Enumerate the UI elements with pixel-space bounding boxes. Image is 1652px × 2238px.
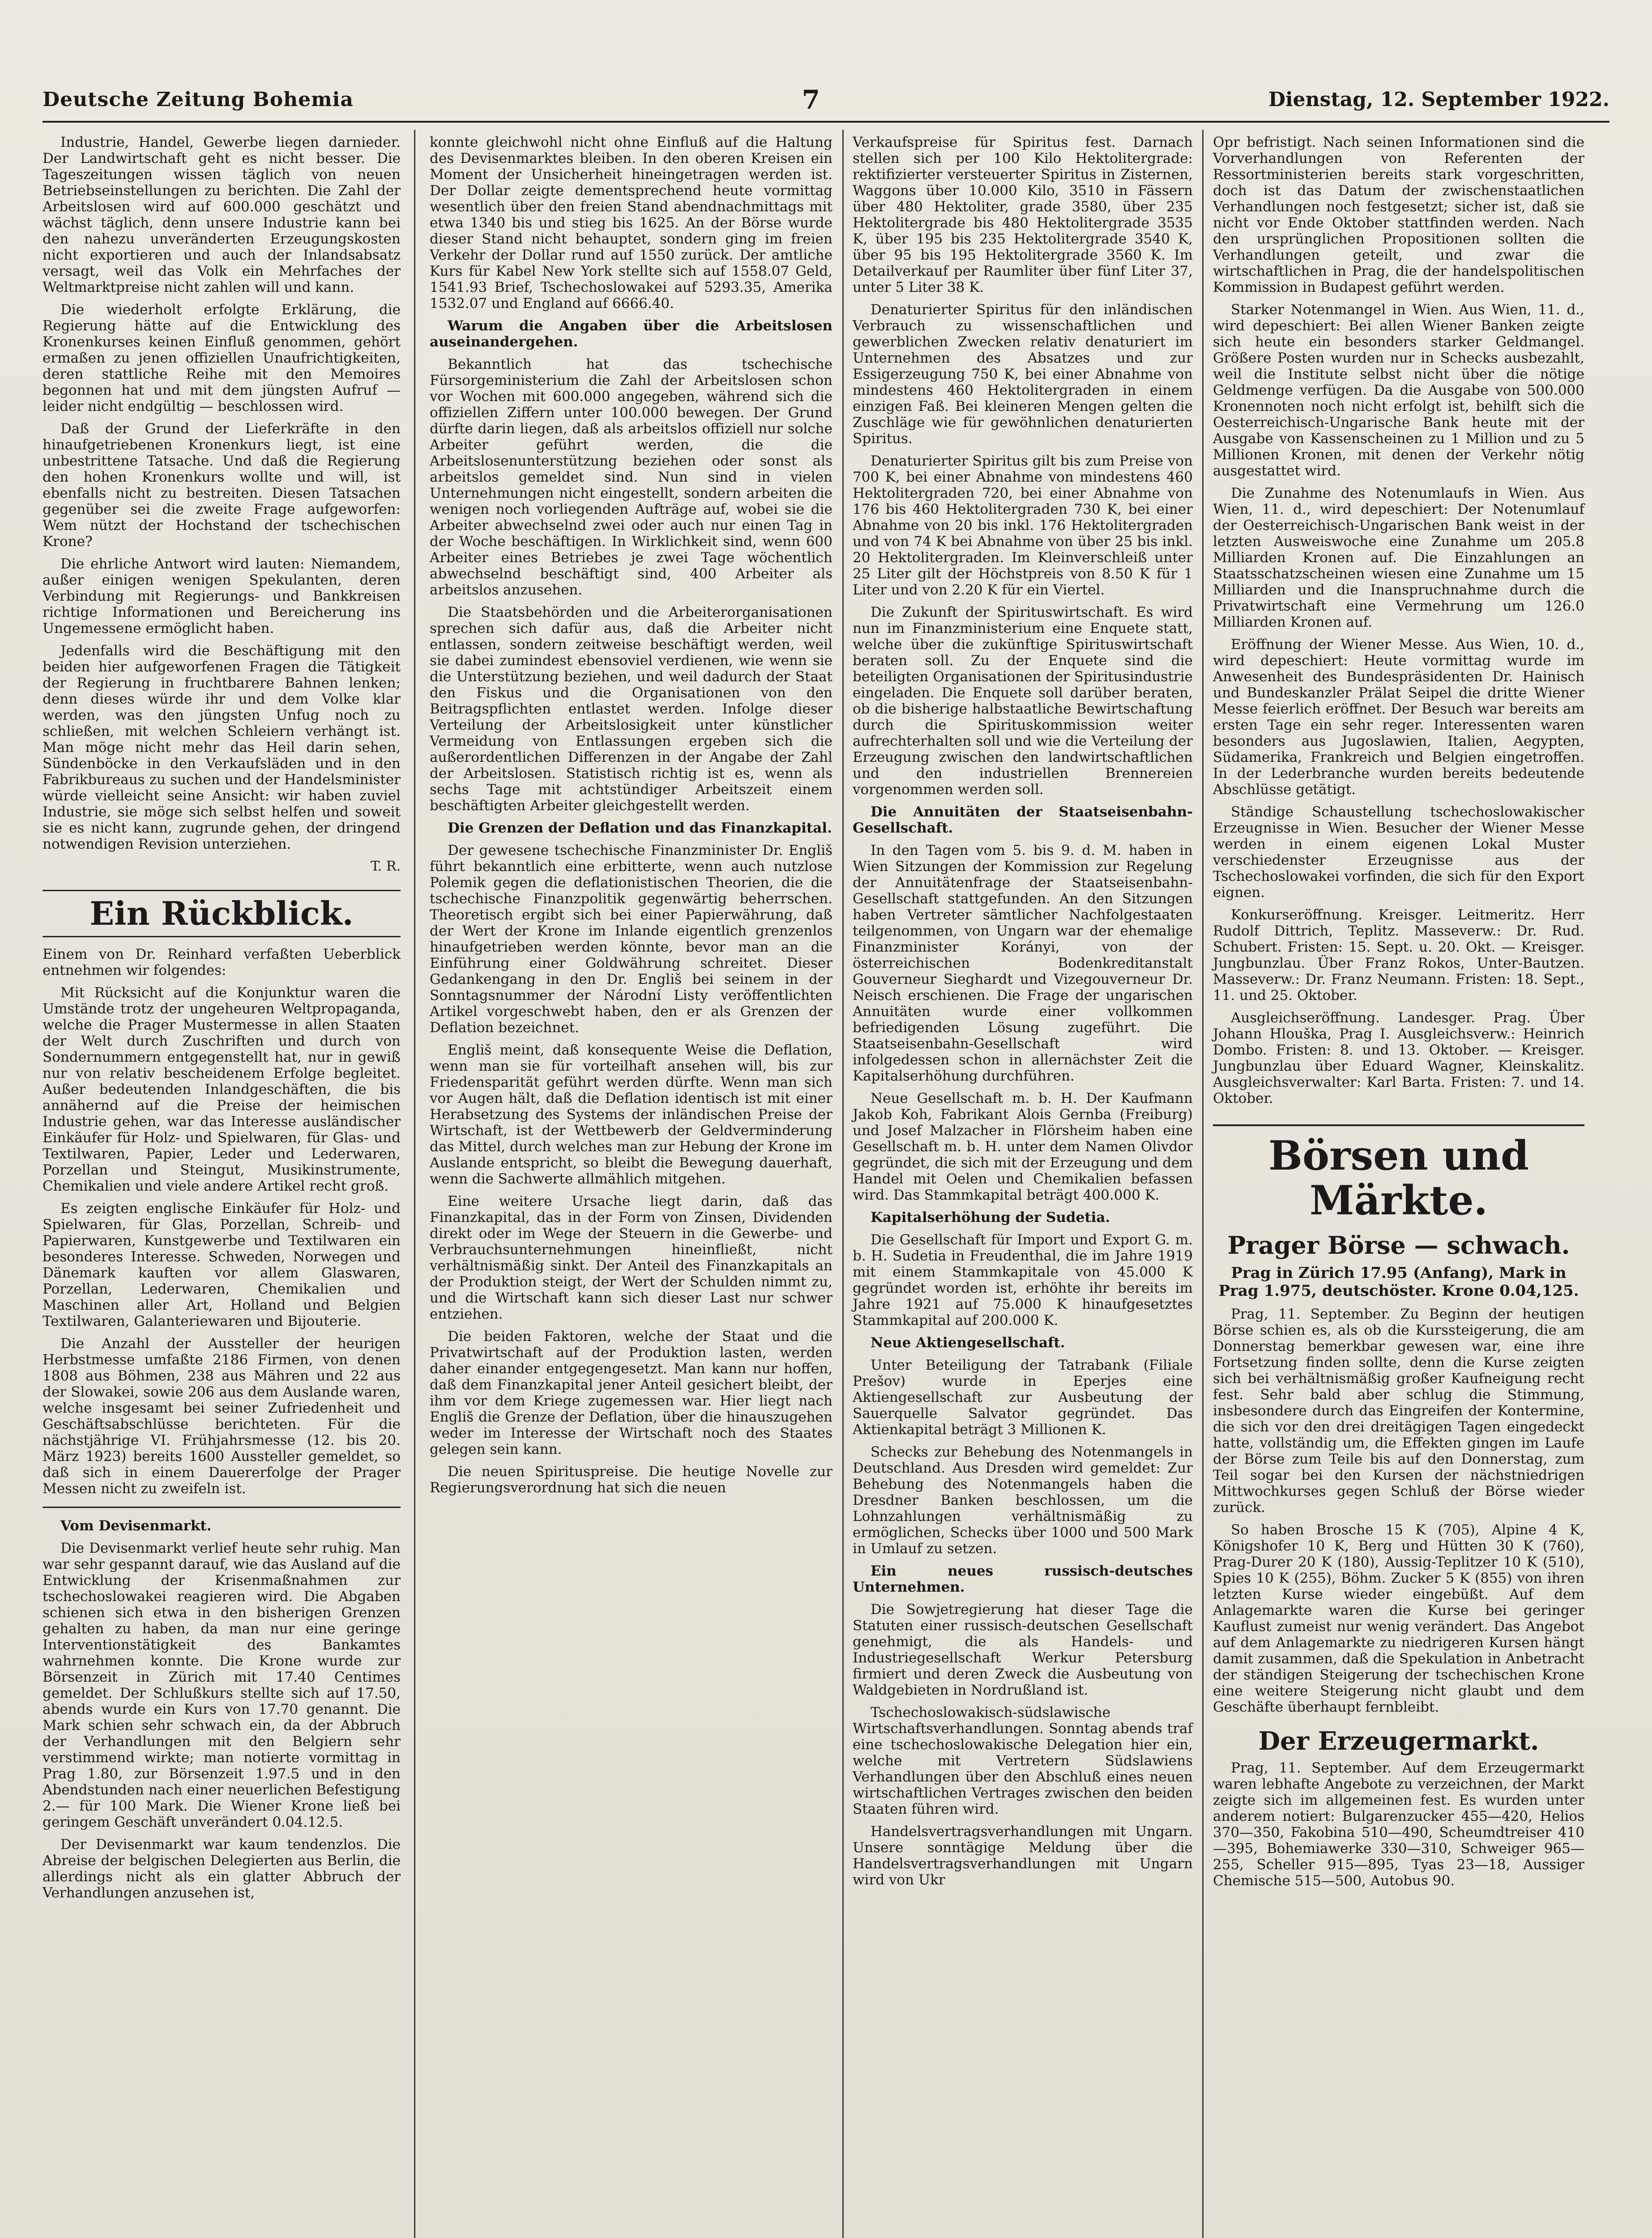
article-paragraph: Die ehrliche Antwort wird lauten: Niemandem, außer einigen wenigen Spekulanten, deren Verbindung mit Regierungs- und Bankkreisen richtige Informationen und Bereicherung ins Ungemessene ermöglicht haben. bbox=[43, 556, 401, 636]
article-paragraph: Die Staatsbehörden und die Arbeiterorganisationen sprechen sich dafür aus, daß die Arbeiter nicht entlassen, sondern zeitweise beschäftigt werden, weil sie dabei zumindest ebensoviel verdienen, wie wenn sie die Unterstützung beziehen, und weil dadurch der Staat den Fiskus und die Organisationen von den Beitragspflichten entlastet werden. Infolge dieser Verteilung der Arbeitslosigkeit unter künstlicher Vermeidung von Entlassungen ergeben sich die außerordentlichen Differenzen in der Angabe der Zahl der Arbeitslosen. Statistisch richtig ist es, wenn als sechs Tage mit achtstündiger Arbeitszeit einem beschäftigten Arbeiter gleichgestellt werden. bbox=[430, 604, 832, 814]
article-paragraph: Mit Rücksicht auf die Konjunktur waren die Umstände trotz der ungeheuren Weltpropaganda, welche die Prager Mustermesse in allen Staaten der Welt durch Zuschriften und durch von Sondernummern entgegenstellt hat, nur in gewiß nur von relativ bescheidenem Erfolge begleitet. Außer bedeutenden Inlandgeschäften, die bis annähernd auf die Preise der heimischen Industrie gehen, war das Interesse ausländischer Einkäufer für Holz- und Spielwaren, für Glas- und Textilwaren, Papier, Leder und Lederwaren, Porzellan und Steingut, Musikinstrumente, Chemikalien und viele andere Artikel recht groß. bbox=[43, 985, 401, 1194]
column-divider bbox=[1202, 130, 1204, 2238]
article-paragraph: konnte gleichwohl nicht ohne Einfluß auf die Haltung des Devisenmarktes bleiben. In den oberen Kreisen ein Moment der Unsicherheit hineingetragen werden ist. Der Dollar zeigte dementsprechend heute vormittag wesentlich über den freien Stand abendnachmittags mit etwa 1340 bis und stieg bis 1625. An der Börse wurde dieser Stand nicht behauptet, sondern ging im freien Verkehr der Dollar rund auf 1550 zurück. Der amtliche Kurs für Kabel New York stellte sich auf 1558.07 Geld, 1541.93 Brief, Tschechoslowakei auf 5293.35, Amerika 1532.07 und England auf 6666.40. bbox=[430, 134, 832, 312]
section-heading-boersen: Börsen und Märkte. bbox=[1213, 1124, 1584, 1223]
prager-boerse-heading: Prager Börse — schwach. bbox=[1227, 1231, 1570, 1260]
article-paragraph: Prag, 11. September. Auf dem Erzeugermarkt waren lebhafte Angebote zu verzeichnen, der Markt zeigte sich im allgemeinen fest. Es wurden unter anderem notiert: Bulgarenzucker 455—420, Helios 370—350, Fakobina 510—490, Scheumdtreiser 410—395, Bohemiawerke 330—310, Schweiger 965—255, Scheller 915—895, Tyas 23—18, Aussiger Chemische 515—500, Autobus 90. bbox=[1213, 1760, 1584, 1889]
article-paragraph: Die neuen Spirituspreise. Die heutige Novelle zur Regierungsverordnung hat sich die neuen bbox=[430, 1464, 832, 1496]
article-paragraph: Die Zukunft der Spirituswirtschaft. Es wird nun im Finanzministerium eine Enquete statt, welche über die zukünftige Spirituswirtschaft beraten soll. Zu der Enquete sind die beteiligten Organisationen der Spiritusindustrie eingeladen. Die Enquete soll darüber beraten, ob die bisherige halbstaatliche Bewirtschaftung durch die Spirituskommission weiter aufrechterhalten soll und wie die Verteilung der Erzeugung zwischen den landwirtschaftlichen und den industriellen Brennereien vorgenommen werden soll. bbox=[853, 604, 1193, 798]
article-heading bbox=[853, 1563, 1193, 1595]
article-paragraph: So haben Brosche 15 K (705), Alpine 4 K, Königshofer 10 K, Berg und Hütten 30 K (760), Prag-Durer 20 K (180), Aussig-Teplitzer 10 K (510), Spies 10 K (255), Böhm. Zucker 5 K (855) von ihren letzten Kurse wieder eingebüßt. Auf dem Anlagemarkte waren die Kurse bei geringer Kauflust zumeist nur wenig verändert. Das Angebot auf dem Anlagemarkte zu niedrigeren Kursen hängt damit zusammen, daß die Spekulation in Anbetracht der ständigen Steigerung der tschechischen Krone eine weitere Steigerung nicht glaubt und dem Geschäfte überhaupt fernbleibt. bbox=[1213, 1522, 1584, 1715]
exchange-rates-line: Prag in Zürich 17.95 (Anfang), Mark in Prag 1.975, deutschöster. Krone 0.04,125. bbox=[1218, 1264, 1579, 1300]
erzeugermarkt-heading: Der Erzeugermarkt. bbox=[1258, 1726, 1539, 1756]
article-paragraph: Die Gesellschaft für Import und Export G. m. b. H. Sudetia in Freudenthal, die im Jahre 1919 mit einem Stammkapitale von 45.000 K gegründet worden ist, erhöhte ihr bereits im Jahre 1921 auf 75.000 K hinaufgesetztes Stammkapital auf 200.000 K. bbox=[853, 1232, 1193, 1328]
article-heading bbox=[430, 318, 832, 350]
article-paragraph: Die Anzahl der Aussteller der heurigen Herbstmesse umfaßte 2186 Firmen, von denen 1808 aus Böhmen, 238 aus Mähren und 22 aus der Slowakei, sowie 206 aus dem Auslande waren, welche insgesamt bei seiner Zufriedenheit und Geschäftsabschlüsse berichteten. Für die nächstjährige VI. Frühjahrsmesse (12. bis 20. März 1923) bereits 1600 Aussteller gemeldet, so daß sich in einem Dauererfolge der Prager Messen nicht zu zweifeln ist. bbox=[43, 1336, 401, 1497]
article-paragraph: Konkurseröffnung. Kreisger. Leitmeritz. Herr Rudolf Dittrich, Teplitz. Masseverw.: Dr. Rud. Schubert. Fristen: 15. Sept. u. 20. Okt. — Kreisger. Jungbunzlau. Über Franz Rokos, Unter-Bautzen. Masseverw.: Dr. Franz Neumann. Fristen: 18. Sept., 11. und 25. Oktober. bbox=[1213, 907, 1584, 1004]
article-paragraph: Die beiden Faktoren, welche der Staat und die Privatwirtschaft auf der Produktion lasten, werden daher einander entgegengesetzt. Man kann nur hoffen, daß dem Finanzkapital jener Anteil gesichert bleibt, der ihm vor dem Kriege zugemessen war. Hier liegt nach Engliš die Grenze der Deflation, über die hinauszugehen weder im Interesse der Wirtschaft noch des Staates gelegen sein kann. bbox=[430, 1328, 832, 1457]
article-heading bbox=[43, 1518, 401, 1534]
article-paragraph: Handelsvertragsverhandlungen mit Ungarn. Unsere sonntägige Meldung über die Handelsvertragsverhandlungen mit Ungarn wird von Ukr bbox=[853, 1824, 1193, 1888]
article-paragraph: In den Tagen vom 5. bis 9. d. M. haben in Wien Sitzungen der Kommission zur Regelung der Annuitätenfrage der Staatseisenbahn-Gesellschaft stattgefunden. An den Sitzungen haben Vertreter sämtlicher Nachfolgestaaten teilgenommen, von Ungarn war der ehemalige Finanzminister Korányi, von der österreichischen Bodenkreditanstalt Gouverneur Sieghardt und Vizegouverneur Dr. Neisch erschienen. Die Frage der ungarischen Annuitäten wurde einer vollkommen befriedigenden Lösung zugeführt. Die Staatseisenbahn-Gesellschaft wird infolgedessen schon in allernächster Zeit die Kapitalserhöhung durchführen. bbox=[853, 842, 1193, 1084]
article-paragraph: Tschechoslowakisch-südslawische Wirtschaftsverhandlungen. Sonntag abends traf eine tschechoslowakische Delegation hier ein, welche mit Vertretern Südslawiens Verhandlungen über den Abschluß eines neuen wirtschaftlichen Vertrages zwischen den beiden Staaten führen wird. bbox=[853, 1704, 1193, 1817]
article-paragraph: Die Sowjetregierung hat dieser Tage die Statuten einer russisch-deutschen Gesellschaft genehmigt, die als Handels- und Industriegesellschaft Werkur Petersburg firmiert und deren Zweck die Ausbeutung von Waldgebieten in Nordrußland ist. bbox=[853, 1602, 1193, 1698]
article-heading-text: Vom Devisenmarkt. bbox=[60, 1518, 212, 1534]
article-heading-text: Warum die Angaben über die Arbeitslosen auseinandergehen. bbox=[430, 318, 832, 350]
article-heading bbox=[430, 820, 832, 836]
article-paragraph: Eine weitere Ursache liegt darin, daß das Finanzkapital, das in der Form von Zinsen, Dividenden direkt oder im Wege der Steuern in die Gewerbe- und Verbrauchsunternehmungen hineinfließt, nicht verhältnismäßig sinkt. Der Anteil des Finanzkapitals an der Produktion steigt, der Wert der Schulden nimmt zu, und die Wirtschaft kann sich dieser Last nur schwer entziehen. bbox=[430, 1193, 832, 1322]
article-heading-text: Ein neues russisch-deutsches Unternehmen. bbox=[853, 1563, 1193, 1595]
article-paragraph: Es zeigten englische Einkäufer für Holz- und Spielwaren, für Glas, Porzellan, Schreib- und Papierwaren, Kunstgewerbe und Textilwaren ein besonderes Interesse. Schweden, Norwegen und Dänemark kauften vor allem Glaswaren, Porzellan, Lederwaren, Chemikalien und Maschinen aller Art, Holland und Belgien Textilwaren, Galanteriewaren und Bijouterie. bbox=[43, 1200, 401, 1329]
article-paragraph: Denaturierter Spiritus für den inländischen Verbrauch zu wissenschaftlichen und gewerblichen Zwecken relativ denaturiert im Unternehmen des Absatzes und zur Essigerzeugung 750 K, bei einer Abnahme von mindestens 460 Hektolitergraden in einem einzigen Faß. Bei kleineren Mengen gelten die Zuschläge wie für gewöhnlichen denaturierten Spiritus. bbox=[853, 302, 1193, 447]
section-subtitle: Einem von Dr. Reinhard verfaßten Ueberblick entnehmen wir folgendes: bbox=[43, 946, 401, 978]
article-heading-text: Kapitalserhöhung der Sudetia. bbox=[871, 1209, 1110, 1226]
article-paragraph: Die Devisenmarkt verlief heute sehr ruhig. Man war sehr gespannt darauf, wie das Ausland auf die Entwicklung der Krisenmaßnahmen zur tschechoslowakei reagieren wird. Die Abgaben schienen sich etwa in den bisherigen Grenzen gehalten zu haben, da man nur eine geringe Interventionstätigkeit des Bankamtes wahrnehmen konnte. Die Krone wurde zur Börsenzeit in Zürich mit 17.40 Centimes gemeldet. Der Schlußkurs stellte sich auf 17.50, abends wurde ein Kurs von 17.70 genannt. Die Mark schien sehr schwach ein, da der Abbruch der Verhandlungen mit den Belgiern sehr verstimmend wirkte; man notierte vormittag in Prag 1.80, zur Börsenzeit 1.97.5 und in den Abendstunden nach einer neuerlichen Befestigung 2.— für 100 Mark. Die Wiener Krone ließ bei geringem Geschäft unverändert 0.04.12.5. bbox=[43, 1540, 401, 1830]
article-paragraph: Der gewesene tschechische Finanzminister Dr. Engliš führt bekanntlich eine erbitterte, wenn auch nutzlose Polemik gegen die deflationistischen Theorien, die die tschechische Finanzpolitik gegenwärtig beherrschen. Theoretisch ergibt sich bei einer Papierwährung, daß der Wert der Krone im Inlande eigentlich grenzenlos hinaufgetrieben werden könnte, bevor man an die Einführung einer Goldwährung schreitet. Dieser Gedankengang in den Dr. Engliš bei seinem in der Sonntagsnummer der Národní Listy veröffentlichten Artikel vorgeschwebt haben, den er als Grenzen der Deflation bezeichnet. bbox=[430, 842, 832, 1036]
column-4 bbox=[1213, 134, 1584, 1895]
article-heading-text: Die Annuitäten der Staatseisenbahn-Gesellschaft. bbox=[853, 804, 1193, 836]
article-paragraph: Verkaufspreise für Spiritus fest. Darnach stellen sich per 100 Kilo Hektolitergrade: rektifizierter versteuerter Spiritus in Zisternen, Waggons über 10.000 Kilo, 3510 in Fässern über 480 Hektoliter, grade 3580, über 235 Hektolitergrade bis 480 Hektolitergrade 3535 K, über 195 bis 235 Hektolitergrade 3540 K, über 95 bis 195 Hektolitergrade 3560 K. Im Detailverkauf per Raumliter über fünf Liter 37, unter 5 Liter 38 K. bbox=[853, 134, 1193, 295]
page-header bbox=[43, 78, 1609, 123]
article-paragraph: Denaturierter Spiritus gilt bis zum Preise von 700 K, bei einer Abnahme von mindestens 460 Hektolitergraden 720, bei einer Abnahme von 176 bis 460 Hektolitergraden 730 K, bei einer Abnahme von 20 bis inkl. 176 Hektolitergraden und von 74 K bei Abnahme von über 25 bis inkl. 20 Hektolitergraden. Im Kleinverschleiß unter 25 Liter gilt der Höchstpreis von 8.50 K für 1 Liter und von 2.20 K für ein Viertel. bbox=[853, 453, 1193, 598]
article-paragraph: Industrie, Handel, Gewerbe liegen darnieder. Der Landwirtschaft geht es nicht besser. Die Tageszeitungen wissen täglich von neuen Betriebseinstellungen zu berichten. Die Zahl der Arbeitslosen wird auf 600.000 geschätzt und wächst täglich, denn unsere Industrie kann bei den nahezu unveränderten Erzeugungskosten nicht exportieren und auch der Inlandsabsatz versagt, weil das Volk ein Mehrfaches der Weltmarktpreise nicht zahlen will und kann. bbox=[43, 134, 401, 295]
article-paragraph: Ausgleichseröffnung. Landesger. Prag. Über Johann Hlouška, Prag I. Ausgleichsverw.: Heinrich Dombo. Fristen: 8. und 13. Oktober. — Kreisger. Jungbunzlau über Eduard Wagner, Kleinskalitz. Ausgleichsverwalter: Karl Barta. Fristen: 7. und 14. Oktober. bbox=[1213, 1010, 1584, 1106]
article-paragraph: Schecks zur Behebung des Notenmangels in Deutschland. Aus Dresden wird gemeldet: Zur Behebung des Notenmangels haben die Dresdner Banken beschlossen, um die Lohnzahlungen verhältnismäßig zu ermöglichen, Schecks über 1000 und 500 Mark in Umlauf zu setzen. bbox=[853, 1444, 1193, 1557]
article-paragraph: Starker Notenmangel in Wien. Aus Wien, 11. d., wird depeschiert: Bei allen Wiener Banken zeigte sich heute ein besonders starker Geldmangel. Größere Posten wurden nur in Schecks ausbezahlt, weil die Institute selbst nicht über die nötige Geldmenge verfügen. Da die Ausgabe von 500.000 Kronennoten noch nicht erfolgt ist, behilft sich die Oesterreichisch-Ungarische Bank heute mit der Ausgabe von Kassenscheinen zu 1 Million und zu 5 Millionen Kronen, mit denen der Verkehr nötig ausgestattet wird. bbox=[1213, 302, 1584, 479]
article-paragraph: Die Zunahme des Notenumlaufs in Wien. Aus Wien, 11. d., wird depeschiert: Der Notenumlauf der Oesterreichisch-Ungarischen Bank weist in der letzten Ausweiswoche eine Zunahme um 205.8 Milliarden Kronen auf. Die Einzahlungen an Staatsschatzscheinen wiesen eine Zunahme um 15 Milliarden und die Inanspruchnahme durch die Privatwirtschaft eine Vermehrung um 126.0 Milliarden Kronen auf. bbox=[1213, 485, 1584, 630]
article-paragraph: Jedenfalls wird die Beschäftigung mit den beiden hier aufgeworfenen Fragen die Tätigkeit der Regierung in fruchtbarere Bahnen lenken; denn dieses würde ihr und dem Volke klar werden, was den jüngsten Unfug noch zu schließen, mit welchen Schleiern verhängt ist. Man möge nicht mehr das Heil darin sehen, Sündenböcke in den Verkaufsläden und in den Fabrikbureaus zu suchen und der Handelsminister würde vielleicht seine Ansicht: wir haben zuviel Industrie, sie möge sich selbst helfen und soweit sie es nicht kann, zugrunde gehen, der dringend notwendigen Revision unterziehen. bbox=[43, 643, 401, 852]
article-paragraph: Neue Gesellschaft m. b. H. Der Kaufmann Jakob Koh, Fabrikant Alois Gernba (Freiburg) und Josef Malzacher in Flörsheim haben eine Gesellschaft m. b. H. unter dem Namen Olivdor gegründet, die sich mit der Erzeugung und dem Handel mit Oelen und Chemikalien befassen wird. Das Stammkapital beträgt 400.000 K. bbox=[853, 1090, 1193, 1203]
article-heading bbox=[853, 1209, 1193, 1226]
issue-date: Dienstag, 12. September 1922. bbox=[1268, 88, 1609, 111]
column-2 bbox=[430, 134, 832, 1502]
column-divider bbox=[842, 130, 844, 2238]
article-paragraph: Engliš meint, daß konsequente Weise die Deflation, wenn man sie für vorteilhaft ansehen will, bis zur Friedensparität geführt werden dürfte. Wenn man sich vor Augen hält, daß die Deflation identisch ist mit einer Herabsetzung des Systems der inländischen Preise der Wirtschaft, ist der Wettbewerb der Geldverminderung das Mittel, durch welches man zur Hebung der Krone im Auslande entspricht, so bleibt die Bewegung dauerhaft, wenn die Sachwerte allmählich mitgehen. bbox=[430, 1042, 832, 1187]
paper-name: Deutsche Zeitung Bohemia bbox=[43, 88, 354, 111]
article-paragraph: Daß der Grund der Lieferkräfte in den hinaufgetriebenen Kronenkurs liegt, ist eine unbestrittene Tatsache. Und daß die Regierung den hohen Kronenkurs wollte und will, ist ebenfalls nicht zu bestreiten. Diesen Tatsachen gegenüber sei die zweite Frage aufgeworfen: Wem nützt der Hochstand der tschechischen Krone? bbox=[43, 421, 401, 550]
column-1 bbox=[43, 134, 401, 1907]
article-paragraph: Der Devisenmarkt war kaum tendenzlos. Die Abreise der belgischen Delegierten aus Berlin, die allerdings nicht als ein glatter Abbruch der Verhandlungen anzusehen ist, bbox=[43, 1837, 401, 1901]
article-paragraph: Unter Beteiligung der Tatrabank (Filiale Prešov) wurde in Eperjes eine Aktiengesellschaft zur Ausbeutung der Sauerquelle Salvator gegründet. Das Aktienkapital beträgt 3 Millionen K. bbox=[853, 1357, 1193, 1438]
page-number: 7 bbox=[802, 84, 820, 115]
article-heading bbox=[853, 804, 1193, 836]
article-heading bbox=[853, 1335, 1193, 1351]
article-paragraph: Bekanntlich hat das tschechische Fürsorgeministerium die Zahl der Arbeitslosen schon vor Wochen mit 600.000 angegeben, während sich die offiziellen Ziffern unter 100.000 bewegen. Der Grund dürfte darin liegen, daß als arbeitslos offiziell nur solche Arbeiter geführt werden, die die Arbeitslosenunterstützung beziehen oder sonst als arbeitslos gemeldet sind. Nun sind in vielen Unternehmungen nicht eingestellt, sondern arbeiten die wenigen noch vorliegenden Aufträge auf, wobei sie die Arbeiter abwechselnd zwei oder auch nur einen Tag in der Woche beschäftigen. In Wirklichkeit sind, wenn 600 Arbeiter eines Betriebes je zwei Tage wöchentlich abwechselnd beschäftigt sind, 400 Arbeiter als arbeitslos anzusehen. bbox=[430, 356, 832, 598]
article-heading-text: Die Grenzen der Deflation und das Finanzkapital. bbox=[448, 820, 832, 836]
column-divider bbox=[414, 130, 415, 2238]
section-heading-rueckblick: Ein Rückblick. bbox=[43, 890, 401, 937]
article-paragraph: Ständige Schaustellung tschechoslowakischer Erzeugnisse in Wien. Besucher der Wiener Messe werden in einem eigenen Lokal Muster verschiedenster Erzeugnisse aus der Tschechoslowakei vorfinden, die sich für den Export eignen. bbox=[1213, 804, 1584, 901]
article-paragraph: Opr befristigt. Nach seinen Informationen sind die Vorverhandlungen von Referenten der Ressortministerien bereits stark vorgeschritten, doch ist das Datum der zwischenstaatlichen Verhandlungen noch festgesetzt; sicher ist, daß sie nicht vor Ende Oktober stattfinden werden. Nach den ursprünglichen Propositionen sollten die Verhandlungen geteilt, und zwar die wirtschaftlichen in Prag, die der handelspolitischen Kommission in Budapest geführt werden. bbox=[1213, 134, 1584, 295]
article-paragraph: Die wiederholt erfolgte Erklärung, die Regierung hätte auf die Entwicklung des Kronenkurses keinen Einfluß genommen, gehört ermaßen zu jenen offiziellen Unaufrichtigkeiten, deren stattliche Reihe mit den Memoires begonnen hat und mit dem jüngsten Aufruf — leider nicht endgültig — beschlossen wird. bbox=[43, 302, 401, 414]
article-paragraph: Eröffnung der Wiener Messe. Aus Wien, 10. d., wird depeschiert: Heute vormittag wurde im Anwesenheit des Bundespräsidenten Dr. Hainisch und Bundeskanzler Prälat Seipel die dritte Wiener Messe feierlich eröffnet. Der Besuch war bereits am ersten Tage ein sehr reger. Interessenten waren besonders aus Jugoslawien, Italien, Aegypten, Südamerika, Frankreich und Belgien eingetroffen. In der Lederbranche wurden bereits bedeutende Abschlüsse getätigt. bbox=[1213, 636, 1584, 798]
column-3 bbox=[853, 134, 1193, 1894]
article-heading-text: Neue Aktiengesellschaft. bbox=[871, 1335, 1065, 1351]
article-signature: T. R. bbox=[371, 858, 401, 874]
article-paragraph: Prag, 11. September. Zu Beginn der heutigen Börse schien es, als ob die Kurssteigerung, die am Donnerstag bemerkbar gewesen war, eine ihre Fortsetzung finden sollte, denn die Kurse zeigten sich bei verhältnismäßig großer Kaufneigung recht fest. Sehr bald aber schlug die Stimmung, insbesondere durch das Eingreifen der Kontermine, die sich vor den drei dreitägigen Tagen eingedeckt hatte, vollständig um, die Effekten gingen im Laufe der Börse zum Teile bis auf den Donnerstag, zum Teil sogar bei den Kursen der nächstniedrigen Mittwochkurses gegen Schluß der Börse wieder zurück. bbox=[1213, 1306, 1584, 1516]
divider bbox=[43, 1507, 401, 1508]
